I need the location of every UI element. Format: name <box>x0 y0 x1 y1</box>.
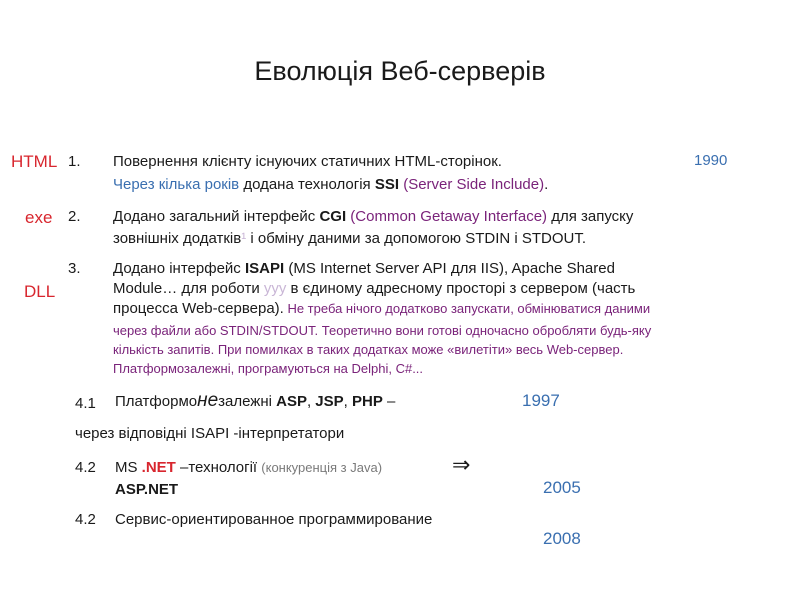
soa-text: Сервис-ориентированное программирование <box>115 511 433 528</box>
item-2-line-1 <box>113 207 633 227</box>
competition-text-1: (конкуренція з <box>261 460 351 475</box>
platform-text-ne: не <box>197 390 219 411</box>
ssi-years-text: Через кілька років <box>113 176 240 193</box>
ssi-expansion: (Server Side Include) <box>399 176 545 193</box>
page-title: Еволюція Веб-серверів <box>254 56 546 86</box>
faint-text: yyy <box>263 280 287 297</box>
tech-text: –технології <box>175 459 262 476</box>
year-2005: 2005 <box>543 478 581 497</box>
sub-4-3-number: 4.2 <box>75 511 96 528</box>
asp-term: ASP <box>276 393 307 410</box>
side-label-html: HTML <box>11 152 58 171</box>
ssi-added-text: додана технологія <box>239 176 375 193</box>
isapi-added-text: Додано інтерфейс <box>113 260 245 277</box>
sub-4-1-number: 4.1 <box>75 395 96 412</box>
platform-text-1: Платформо <box>115 393 198 410</box>
web-server-process-text: процесса Web-сервера). <box>113 300 284 317</box>
sub-4-1-line-2: через відповідні ISAPI -інтерпретатори <box>75 425 345 442</box>
ms-text: MS <box>115 459 142 476</box>
address-space-text: в єдиному адресному просторі з сервером (часть <box>286 280 636 297</box>
item-3-number: 3. <box>68 260 81 277</box>
net-term: .NET <box>141 459 176 476</box>
comma-2: , <box>343 393 352 410</box>
no-launch-text: Не треба нічого додатково запускати, обмінюватися даними <box>283 301 651 316</box>
item-3-line-2 <box>113 279 635 299</box>
isapi-term: ISAPI <box>244 260 285 277</box>
ssi-term: SSI <box>374 176 400 193</box>
ssi-period: . <box>544 176 549 193</box>
platform-text-2: залежні <box>218 393 277 410</box>
year-2008: 2008 <box>543 529 581 548</box>
dash: – <box>382 393 396 410</box>
php-term: PHP <box>352 393 383 410</box>
item-3-note-3: Платформозалежні, програмуються на Delphi, C#... <box>113 361 424 376</box>
arrow-icon: ⇒ <box>452 452 471 477</box>
year-1997: 1997 <box>522 391 560 410</box>
item-3-note-1: через файли або STDIN/STDOUT. Теоретично вони готові одночасно обробляти будь-яку <box>113 323 652 338</box>
item-1-line-2 <box>113 175 548 195</box>
comma-1: , <box>306 393 316 410</box>
item-2-number: 2. <box>68 208 81 225</box>
year-1990: 1990 <box>694 152 728 169</box>
jsp-term: JSP <box>315 393 344 410</box>
item-1-number: 1. <box>68 153 81 170</box>
cgi-term: CGI <box>319 208 347 225</box>
java-term: Java <box>350 460 378 475</box>
external-apps-text: зовнішніх додатків <box>113 230 242 247</box>
competition-text-2: ) <box>377 460 383 475</box>
aspnet-term: ASP.NET <box>115 481 179 498</box>
module-text: Module… для роботи <box>113 280 264 297</box>
sub-4-2-line-1 <box>115 458 382 478</box>
cgi-purpose-text: для запуску <box>547 208 634 225</box>
cgi-expansion: (Common Getaway Interface) <box>346 208 548 225</box>
item-1-line-1: Повернення клієнту існуючих статичних HTML-сторінок. <box>113 153 502 170</box>
faint-mark: ¹ <box>241 230 247 247</box>
item-3-note-2: кількість запитів. При помилках в таких додатках може «вилетіти» весь Web-сервер. <box>113 342 624 357</box>
sub-4-1-line-1 <box>115 391 395 412</box>
cgi-added-text: Додано загальний інтерфейс <box>113 208 320 225</box>
side-label-dll: DLL <box>24 282 56 301</box>
side-label-exe: exe <box>25 208 53 227</box>
stdin-stdout-text: і обміну даними за допомогою STDIN і STDOUT. <box>246 230 587 247</box>
isapi-expansion: (MS Internet Server API для IIS), Apache Shared <box>284 260 615 277</box>
item-3-line-1 <box>113 259 615 279</box>
item-3-line-3 <box>113 299 650 319</box>
item-2-line-2 <box>113 229 586 249</box>
sub-4-2-number: 4.2 <box>75 459 96 476</box>
